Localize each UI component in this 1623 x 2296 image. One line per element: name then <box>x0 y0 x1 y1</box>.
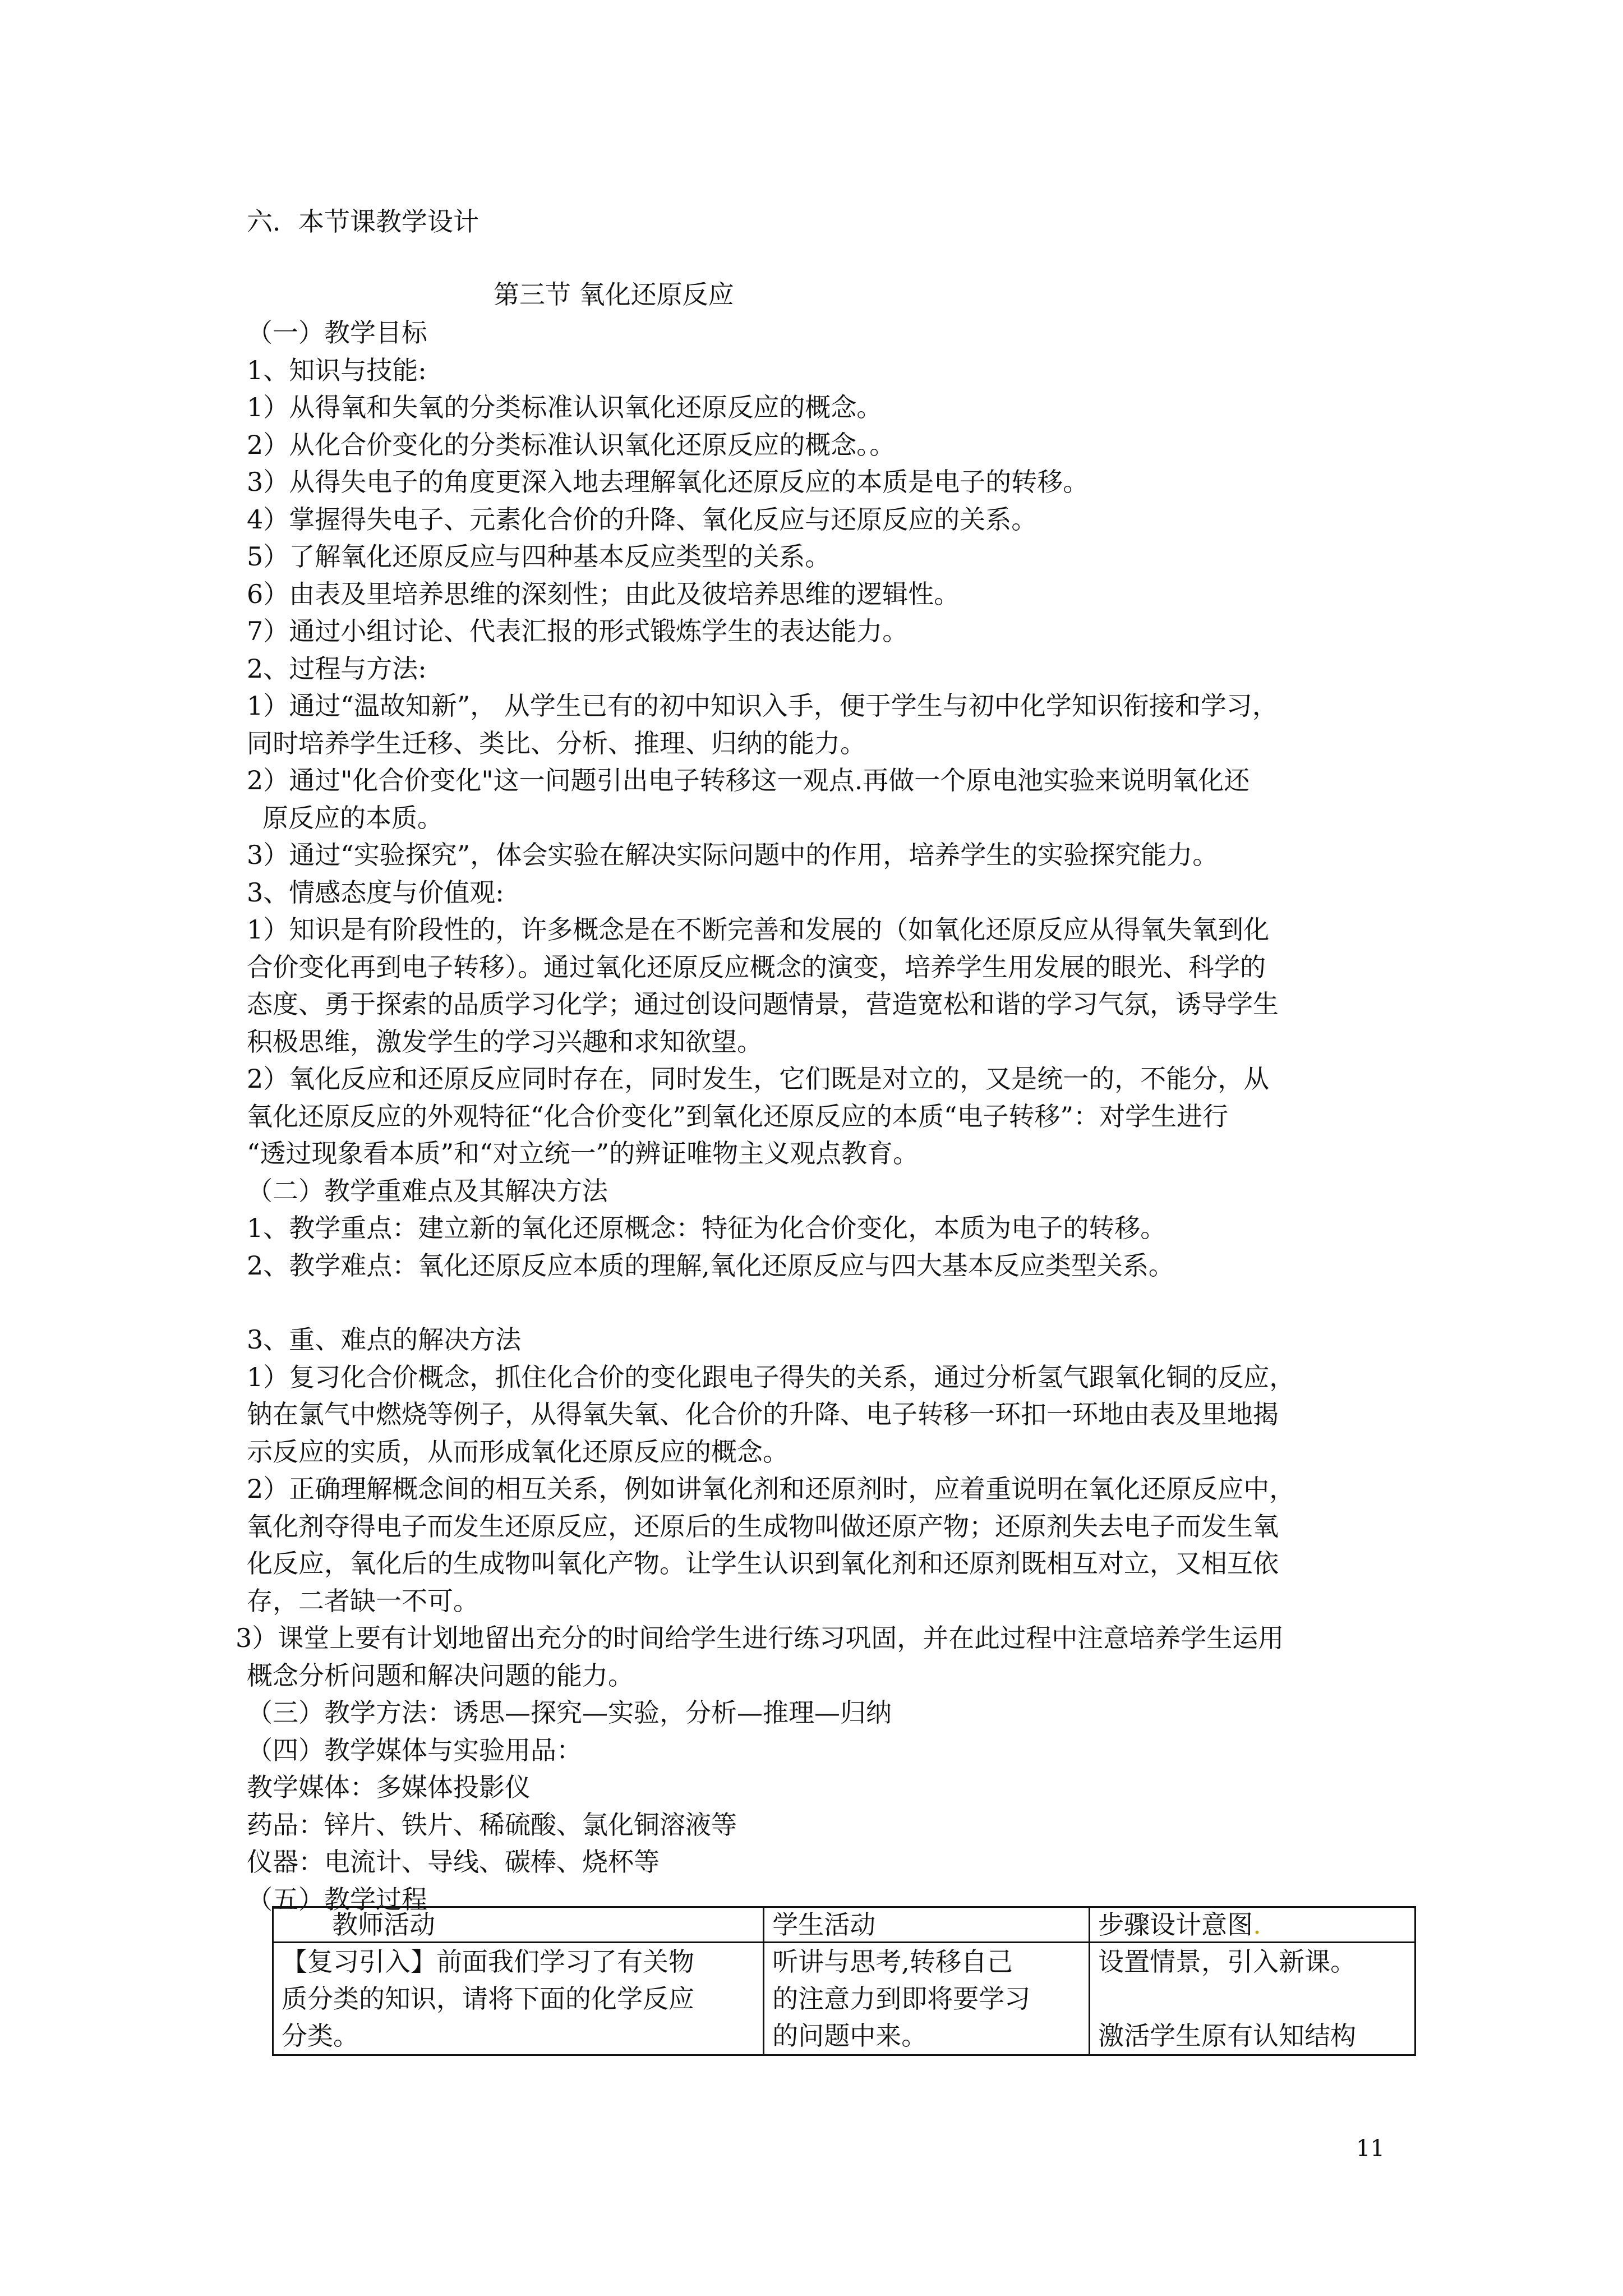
header-intent: 步骤设计意图 <box>1098 1910 1253 1940</box>
emotion-item-1-cont: 态度、勇于探索的品质学习化学；通过创设问题情景，营造宽松和谐的学习气氛，诱导学生 <box>247 989 1279 1019</box>
teaching-focus: 1、教学重点：建立新的氧化还原概念：特征为化合价变化，本质为电子的转移。 <box>247 1213 1166 1243</box>
solution-1-cont: 示反应的实质，从而形成氧化还原反应的概念。 <box>247 1436 789 1467</box>
objectives-heading: （一）教学目标 <box>247 318 427 348</box>
emotion-item-2: 2）氧化反应和还原反应同时存在，同时发生，它们既是对立的，又是统一的，不能分，从 <box>247 1064 1270 1094</box>
table-header-row <box>273 1907 1415 1943</box>
blank-line <box>247 1284 1413 1321</box>
media-line: 教学媒体：多媒体投影仪 <box>247 1772 531 1802</box>
table-row <box>273 1943 1415 2055</box>
drugs-line: 药品：锌片、铁片、稀硫酸、氯化铜溶液等 <box>247 1809 737 1840</box>
knowledge-heading: 1、知识与技能: <box>247 355 427 385</box>
process-item-3: 3）通过“实验探究”，体会实验在解决实际问题中的作用，培养学生的实验探究能力。 <box>247 840 1219 870</box>
student-text: 的问题中来。 <box>772 2021 928 2051</box>
page-number: 11 <box>1356 2136 1385 2161</box>
emotion-item-2-cont: 氧化还原反应的外观特征“化合价变化”到氧化还原反应的本质“电子转移”：对学生进行 <box>247 1101 1229 1131</box>
emotion-item-1: 1）知识是有阶段性的，许多概念是在不断完善和发展的（如氧化还原反应从得氧失氧到化 <box>247 914 1270 945</box>
solution-2-cont: 化反应，氧化后的生成物叫氧化产物。让学生认识到氧化剂和还原剂既相互对立，又相互依 <box>247 1548 1279 1579</box>
teacher-text: 【复习引入】前面我们学习了有关物 <box>282 1947 694 1977</box>
header-dot: . <box>1253 1910 1261 1940</box>
knowledge-item: 3）从得失电子的角度更深入地去理解氧化还原反应的本质是电子的转移。 <box>247 467 1089 497</box>
knowledge-item: 2）从化合价变化的分类标准认识氧化还原反应的概念。。 <box>247 429 896 460</box>
knowledge-item: 6）由表及里培养思维的深刻性；由此及彼培养思维的逻辑性。 <box>247 578 960 609</box>
solution-2-cont: 存，二者缺一不可。 <box>247 1585 479 1616</box>
key-points-heading: （二）教学重难点及其解决方法 <box>247 1175 608 1206</box>
knowledge-item: 5）了解氧化还原反应与四种基本反应类型的关系。 <box>247 541 831 572</box>
process-heading: 2、过程与方法: <box>247 653 427 684</box>
table-header-cell <box>764 1907 1090 1943</box>
header-teacher: 教师活动 <box>332 1910 435 1940</box>
teaching-process-table <box>272 1906 1416 2056</box>
section-heading: 六．本节课教学设计 <box>247 206 479 237</box>
teacher-text: 质分类的知识，请将下面的化学反应 <box>282 1984 694 2014</box>
emotion-item-1-cont: 积极思维，激发学生的学习兴趣和求知欲望。 <box>247 1026 763 1057</box>
student-text: 听讲与思考,转移自己 <box>772 1947 1013 1977</box>
teacher-activity-cell <box>273 1943 764 2055</box>
solution-1-cont: 钠在氯气中燃烧等例子，从得氧失氧、化合价的升降、电子转移一环扣一环地由表及里地揭 <box>247 1399 1279 1429</box>
student-text: 的注意力到即将要学习 <box>772 1984 1031 2014</box>
table-header-cell <box>1090 1907 1415 1943</box>
solution-2: 2）正确理解概念间的相互关系，例如讲氧化剂和还原剂时，应着重说明在氧化还原反应中， <box>247 1474 1295 1504</box>
solutions-heading: 3、重、难点的解决方法 <box>247 1324 522 1355</box>
process-item-2-cont: 原反应的本质。 <box>262 802 443 833</box>
blank-line <box>1098 1980 1407 2017</box>
process-item-1-cont: 同时培养学生迁移、类比、分析、推理、归纳的能力。 <box>247 728 866 758</box>
header-student: 学生活动 <box>772 1910 876 1940</box>
teaching-process-heading: （五）教学过程 <box>247 1884 427 1915</box>
student-activity-cell <box>764 1943 1090 2055</box>
intent-text: 激活学生原有认知结构 <box>1098 2021 1357 2051</box>
knowledge-item: 4）掌握得失电子、元素化合价的升降、氧化反应与还原反应的关系。 <box>247 504 1038 535</box>
lesson-title: 第三节 氧化还原反应 <box>494 279 734 310</box>
emotion-heading: 3、情感态度与价值观: <box>247 877 504 908</box>
knowledge-item: 7）通过小组讨论、代表汇报的形式锻炼学生的表达能力。 <box>247 616 909 646</box>
teacher-text: 分类。 <box>282 2021 359 2051</box>
media-heading: （四）教学媒体与实验用品： <box>247 1734 582 1765</box>
solution-3: 3）课堂上要有计划地留出充分的时间给学生进行练习巩固，并在此过程中注意培养学生运用 <box>236 1623 1284 1653</box>
process-item-1: 1）通过“温故知新”， 从学生已有的初中知识入手，便于学生与初中化学知识衔接和学习， <box>247 691 1278 721</box>
table-header-cell <box>273 1907 764 1943</box>
teaching-difficulty: 2、教学难点：氧化还原反应本质的理解,氧化还原反应与四大基本反应类型关系。 <box>247 1250 1174 1281</box>
emotion-item-1-cont: 合价变化再到电子转移）。通过氧化还原反应概念的演变，培养学生用发展的眼光、科学的 <box>247 951 1266 982</box>
emotion-item-2-cont: “透过现象看本质”和“对立统一”的辨证唯物主义观点教育。 <box>247 1138 919 1168</box>
solution-1: 1）复习化合价概念，抓住化合价的变化跟电子得失的关系，通过分析氢气跟氧化铜的反应， <box>247 1361 1295 1392</box>
intent-text: 设置情景，引入新课。 <box>1098 1947 1357 1977</box>
design-intent-cell <box>1090 1943 1415 2055</box>
solution-2-cont: 氧化剂夺得电子而发生还原反应，还原后的生成物叫做还原产物；还原剂失去电子而发生氧 <box>247 1511 1279 1542</box>
document-body <box>236 314 1413 1918</box>
process-item-2: 2）通过"化合价变化"这一问题引出电子转移这一观点.再做一个原电池实验来说明氧化还 <box>247 765 1250 795</box>
knowledge-item: 1）从得氧和失氧的分类标准认识氧化还原反应的概念。 <box>247 392 883 422</box>
solution-3-cont: 概念分析问题和解决问题的能力。 <box>247 1660 634 1691</box>
instruments-line: 仪器：电流计、导线、碳棒、烧杯等 <box>247 1847 660 1877</box>
teaching-methods: （三）教学方法：诱思—探究—实验，分析—推理—归纳 <box>247 1697 892 1728</box>
